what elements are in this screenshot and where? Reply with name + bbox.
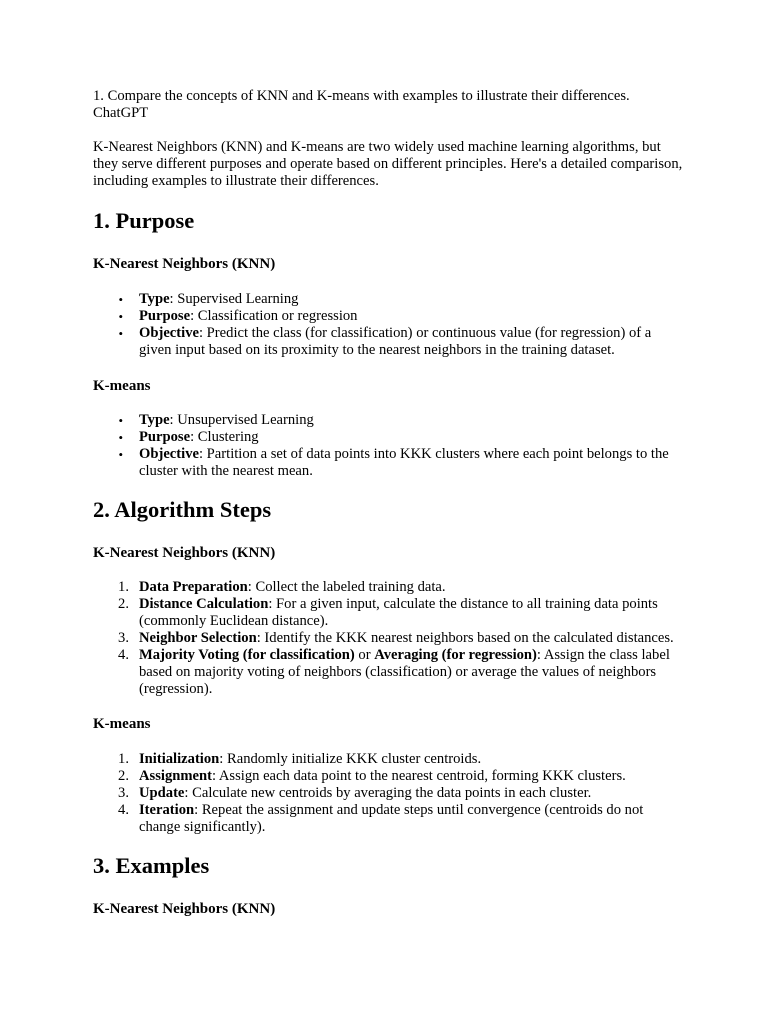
item-text: : Partition a set of data points into KKK clusters where each point belongs to the cluster with the nearest mean. (139, 446, 669, 479)
subheading-examples-knn: K-Nearest Neighbors (KNN) (93, 901, 276, 917)
item-text: : Supervised Learning (169, 291, 299, 307)
list-item (93, 630, 683, 647)
item-number: 2. (118, 596, 129, 612)
list-item (93, 308, 683, 325)
item-label: Initialization (139, 751, 220, 767)
item-text: : Identify the KKK nearest neighbors based on the calculated distances. (256, 630, 674, 646)
item-label: Distance Calculation (139, 596, 269, 612)
bullet: • (118, 292, 123, 307)
subheading-steps-knn: K-Nearest Neighbors (KNN) (93, 545, 276, 561)
item-label: Neighbor Selection (139, 630, 257, 646)
steps-kmeans-list (93, 751, 683, 836)
purpose-kmeans-list (93, 412, 683, 480)
item-label: Objective (139, 325, 199, 341)
list-item (93, 647, 683, 698)
list-item (93, 802, 683, 836)
item-label: Purpose (139, 308, 191, 324)
item-text: : For a given input, calculate the distance to all training data points (commonly Euclidean distance). (139, 596, 658, 629)
item-label: Purpose (139, 429, 191, 445)
section-heading-examples: 3. Examples (93, 853, 210, 878)
item-label: Iteration (139, 802, 195, 818)
bullet: • (118, 447, 123, 462)
item-label: Type (139, 412, 170, 428)
item-text: : Collect the labeled training data. (247, 579, 446, 595)
item-label: Assignment (139, 768, 212, 784)
bullet: • (118, 326, 123, 341)
item-text: : Assign the class label based on majority voting of neighbors (classification) or average the values of neighbors (regression). (139, 647, 670, 697)
item-number: 4. (118, 802, 129, 818)
item-label: Update (139, 785, 185, 801)
list-item (93, 429, 683, 446)
list-item (93, 768, 683, 785)
item-number: 3. (118, 630, 129, 646)
bullet: • (118, 430, 123, 445)
list-item (93, 751, 683, 768)
item-text: : Classification or regression (190, 308, 358, 324)
subheading-purpose-kmeans: K-means (93, 378, 151, 394)
subheading-purpose-knn: K-Nearest Neighbors (KNN) (93, 256, 276, 272)
item-text: : Repeat the assignment and update steps until convergence (centroids do not change significantly). (139, 802, 644, 835)
subheading-steps-kmeans: K-means (93, 716, 151, 732)
list-item (93, 325, 683, 359)
item-number: 3. (118, 785, 129, 801)
source-label: ChatGPT (93, 105, 149, 121)
item-number: 1. (118, 751, 129, 767)
document-page (93, 88, 683, 918)
item-text: : Predict the class (for classification) or continuous value (for regression) of a given input based on its proximity to the nearest neighbors in the training dataset. (139, 325, 652, 358)
list-item (93, 785, 683, 802)
item-text: : Assign each data point to the nearest centroid, forming KKK clusters. (211, 768, 626, 784)
list-item (93, 291, 683, 308)
item-number: 1. (118, 579, 129, 595)
item-number: 4. (118, 647, 129, 663)
item-label-secondary: Averaging (for regression) (374, 647, 537, 663)
list-item (93, 446, 683, 480)
item-label: Type (139, 291, 170, 307)
item-text: : Randomly initialize KKK cluster centroids. (219, 751, 482, 767)
list-item (93, 579, 683, 596)
item-number: 2. (118, 768, 129, 784)
item-label: Data Preparation (139, 579, 248, 595)
intro-paragraph: K-Nearest Neighbors (KNN) and K-means are two widely used machine learning algorithms, but they serve different purposes and operate based on different principles. Here's a detailed comparison, including examples to illustrate their differences. (93, 139, 683, 189)
steps-knn-list (93, 579, 683, 698)
bullet: • (118, 309, 123, 324)
item-text: : Clustering (190, 429, 259, 445)
purpose-knn-list (93, 291, 683, 359)
item-connector: or (354, 647, 375, 663)
list-item (93, 596, 683, 630)
item-label: Majority Voting (for classification) (139, 647, 355, 663)
bullet: • (118, 413, 123, 428)
section-heading-purpose: 1. Purpose (93, 208, 195, 233)
item-label: Objective (139, 446, 199, 462)
list-item (93, 412, 683, 429)
item-text: : Calculate new centroids by averaging the data points in each cluster. (184, 785, 592, 801)
question-text: 1. Compare the concepts of KNN and K-means with examples to illustrate their differences. (93, 88, 630, 104)
section-heading-algorithm-steps: 2. Algorithm Steps (93, 497, 272, 522)
item-text: : Unsupervised Learning (169, 412, 314, 428)
